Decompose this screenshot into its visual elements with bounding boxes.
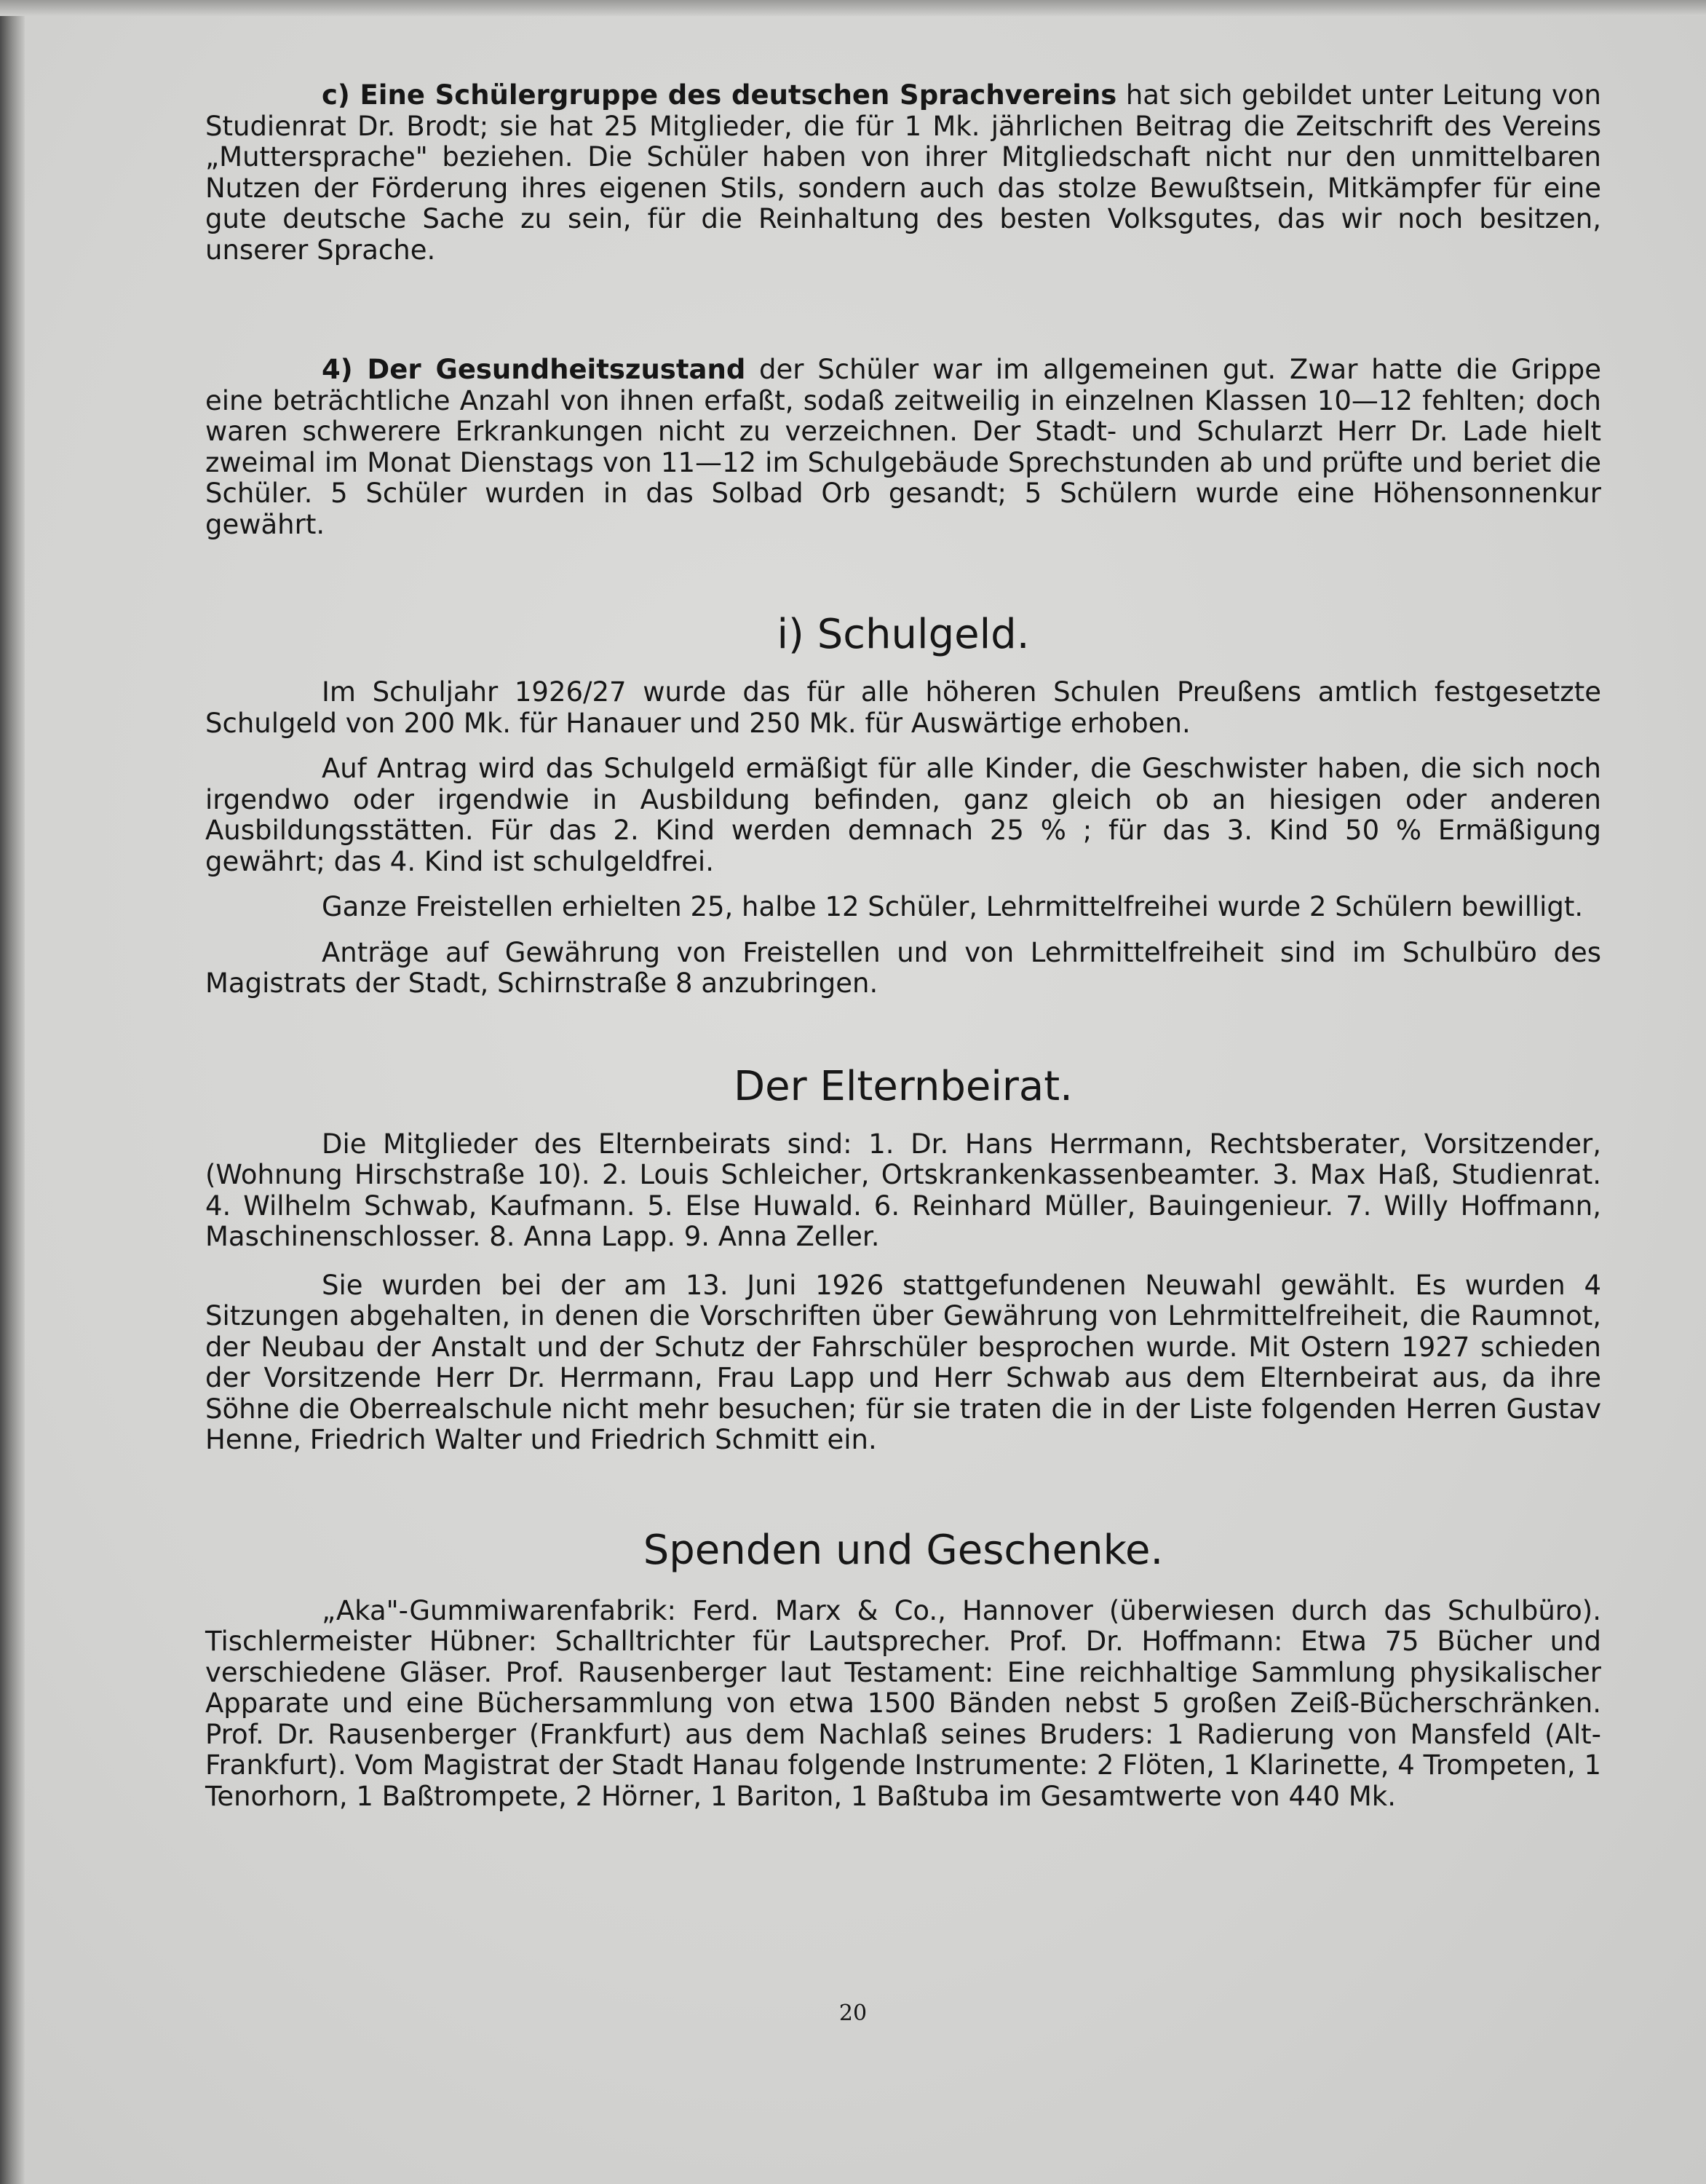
spacer — [205, 540, 1601, 612]
page-top-shadow — [0, 0, 1706, 16]
spacer — [205, 1110, 1601, 1129]
schulgeld-paragraph-3: Ganze Freistellen erhielten 25, halbe 12 Schüler, Lehrmittelfreihei wurde 2 Schülern bewilligt. — [322, 891, 1584, 922]
page-content — [205, 80, 1601, 1812]
elternbeirat-paragraph-1: Die Mitglieder des Elternbeirats sind: 1. Dr. Hans Herrmann, Rechtsberater, Vorsitzender, (Wohnung Hirschstraße 10). 2. Louis Schleicher, Ortskrankenkassenbeamter. 3. Max Haß, Studienrat. 4. Wilhelm Schwab, Kaufmann. 5. Else Huwald. 6. Reinhard Müller, Bauingenieur. 7. Willy Hoffmann, Maschinenschlosser. 8. Anna Lapp. 9. Anna Zeller. — [205, 1128, 1601, 1252]
spenden-heading: Spenden und Geschenke. — [643, 1526, 1164, 1574]
schulgeld-paragraph-2: Auf Antrag wird das Schulgeld ermäßigt für alle Kinder, die Geschwister haben, die sich noch irgendwo oder irgendwie in Ausbildung befinden, ganz gleich ob an hiesigen oder anderen Ausbildungsstätten. Für das 2. Kind werden demnach 25 % ; für das 3. Kind 50 % Ermäßigung gewährt; das 4. Kind ist schulgeldfrei. — [205, 753, 1601, 877]
schulgeld-paragraph-4: Anträge auf Gewährung von Freistellen und von Lehrmittelfreiheit sind im Schulbüro des Magistrats der Stadt, Schirnstraße 8 anzubringen. — [205, 936, 1601, 999]
schulgeld-heading: i) Schulgeld. — [777, 611, 1030, 658]
spacer — [205, 658, 1601, 677]
gesundheit-text: der Schüler war im allgemeinen gut. Zwar hatte die Grippe eine beträchtliche Anzahl von ihnen erfaßt, sodaß zeitweilig in einzelnen Klassen 10—12 fehlten; doch waren schwerere Erkrankungen nicht zu verzeichnen. Der Stadt- und Schularzt Herr Dr. Lade hielt zweimal im Monat Dienstags von 11—12 im Schulgebäude Sprechstunden ab und prüfte und beriet die Schüler. 5 Schüler wurden in das Solbad Orb gesandt; 5 Schülern wurde eine Höhensonnenkur gewährt. — [205, 354, 1601, 540]
sprachverein-lead: c) Eine Schülergruppe des deutschen Sprachvereins — [322, 79, 1117, 111]
schulgeld-paragraph-1: Im Schuljahr 1926/27 wurde das für alle höheren Schulen Preußens amtlich festgesetzte Schulgeld von 200 Mk. für Hanauer und 250 Mk. für Auswärtige erhoben. — [205, 676, 1601, 739]
spacer — [205, 266, 1601, 355]
spacer — [205, 1456, 1601, 1527]
gesundheit-paragraph — [205, 355, 1601, 540]
page-number: 20 — [838, 2001, 868, 2026]
gesundheit-lead: 4) Der Gesundheitszustand — [322, 354, 746, 385]
elternbeirat-heading: Der Elternbeirat. — [734, 1062, 1073, 1110]
sprachverein-paragraph — [205, 80, 1601, 266]
elternbeirat-paragraph-2: Sie wurden bei der am 13. Juni 1926 stattgefundenen Neuwahl gewählt. Es wurden 4 Sitzungen abgehalten, in denen die Vorschriften über Gewährung von Lehrmittelfreiheit, die Raumnot, der Neubau der Anstalt und der Schutz der Fahrschüler besprochen wurde. Mit Ostern 1927 schieden der Vorsitzende Herr Dr. Herrmann, Frau Lapp und Herr Schwab aus dem Elternbeirat aus, da ihre Söhne die Oberrealschule nicht mehr besuchen; für sie traten die in der Liste folgenden Herren Gustav Henne, Friedrich Walter und Friedrich Schmitt ein. — [205, 1269, 1601, 1455]
page-binding-shadow — [0, 0, 25, 2184]
spacer — [205, 1574, 1601, 1596]
spenden-paragraph: „Aka"-Gummiwarenfabrik: Ferd. Marx & Co., Hannover (überwiesen durch das Schulbüro). Tischlermeister Hübner: Schalltrichter für Lautsprecher. Prof. Dr. Hoffmann: Etwa 75 Bücher und verschiedene Gläser. Prof. Rausenberger laut Testament: Eine reichhaltige Sammlung physikalischer Apparate und eine Büchersammlung von etwa 1500 Bänden nebst 5 großen Zeiß-Bücherschränken. Prof. Dr. Rausenberger (Frankfurt) aus dem Nachlaß seines Bruders: 1 Radierung von Mansfeld (Alt-Frankfurt). Vom Magistrat der Stadt Hanau folgende Instrumente: 2 Flöten, 1 Klarinette, 4 Trompeten, 1 Tenorhorn, 1 Baßtrompete, 2 Hörner, 1 Bariton, 1 Baßtuba im Gesamtwerte von 440 Mk. — [205, 1594, 1601, 1812]
spacer — [205, 1000, 1601, 1064]
sprachverein-text: hat sich gebildet unter Leitung von Studienrat Dr. Brodt; sie hat 25 Mitglieder, die für 1 Mk. jährlichen Beitrag die Zeitschrift des Vereins „Muttersprache" beziehen. Die Schüler haben von ihrer Mitgliedschaft nicht nur den unmittelbaren Nutzen der Förderung ihres eigenen Stils, sondern auch das stolze Bewußtsein, Mitkämpfer für eine gute deutsche Sache zu sein, für die Reinhaltung des besten Volksgutes, das wir noch besitzen, unserer Sprache. — [205, 79, 1601, 266]
